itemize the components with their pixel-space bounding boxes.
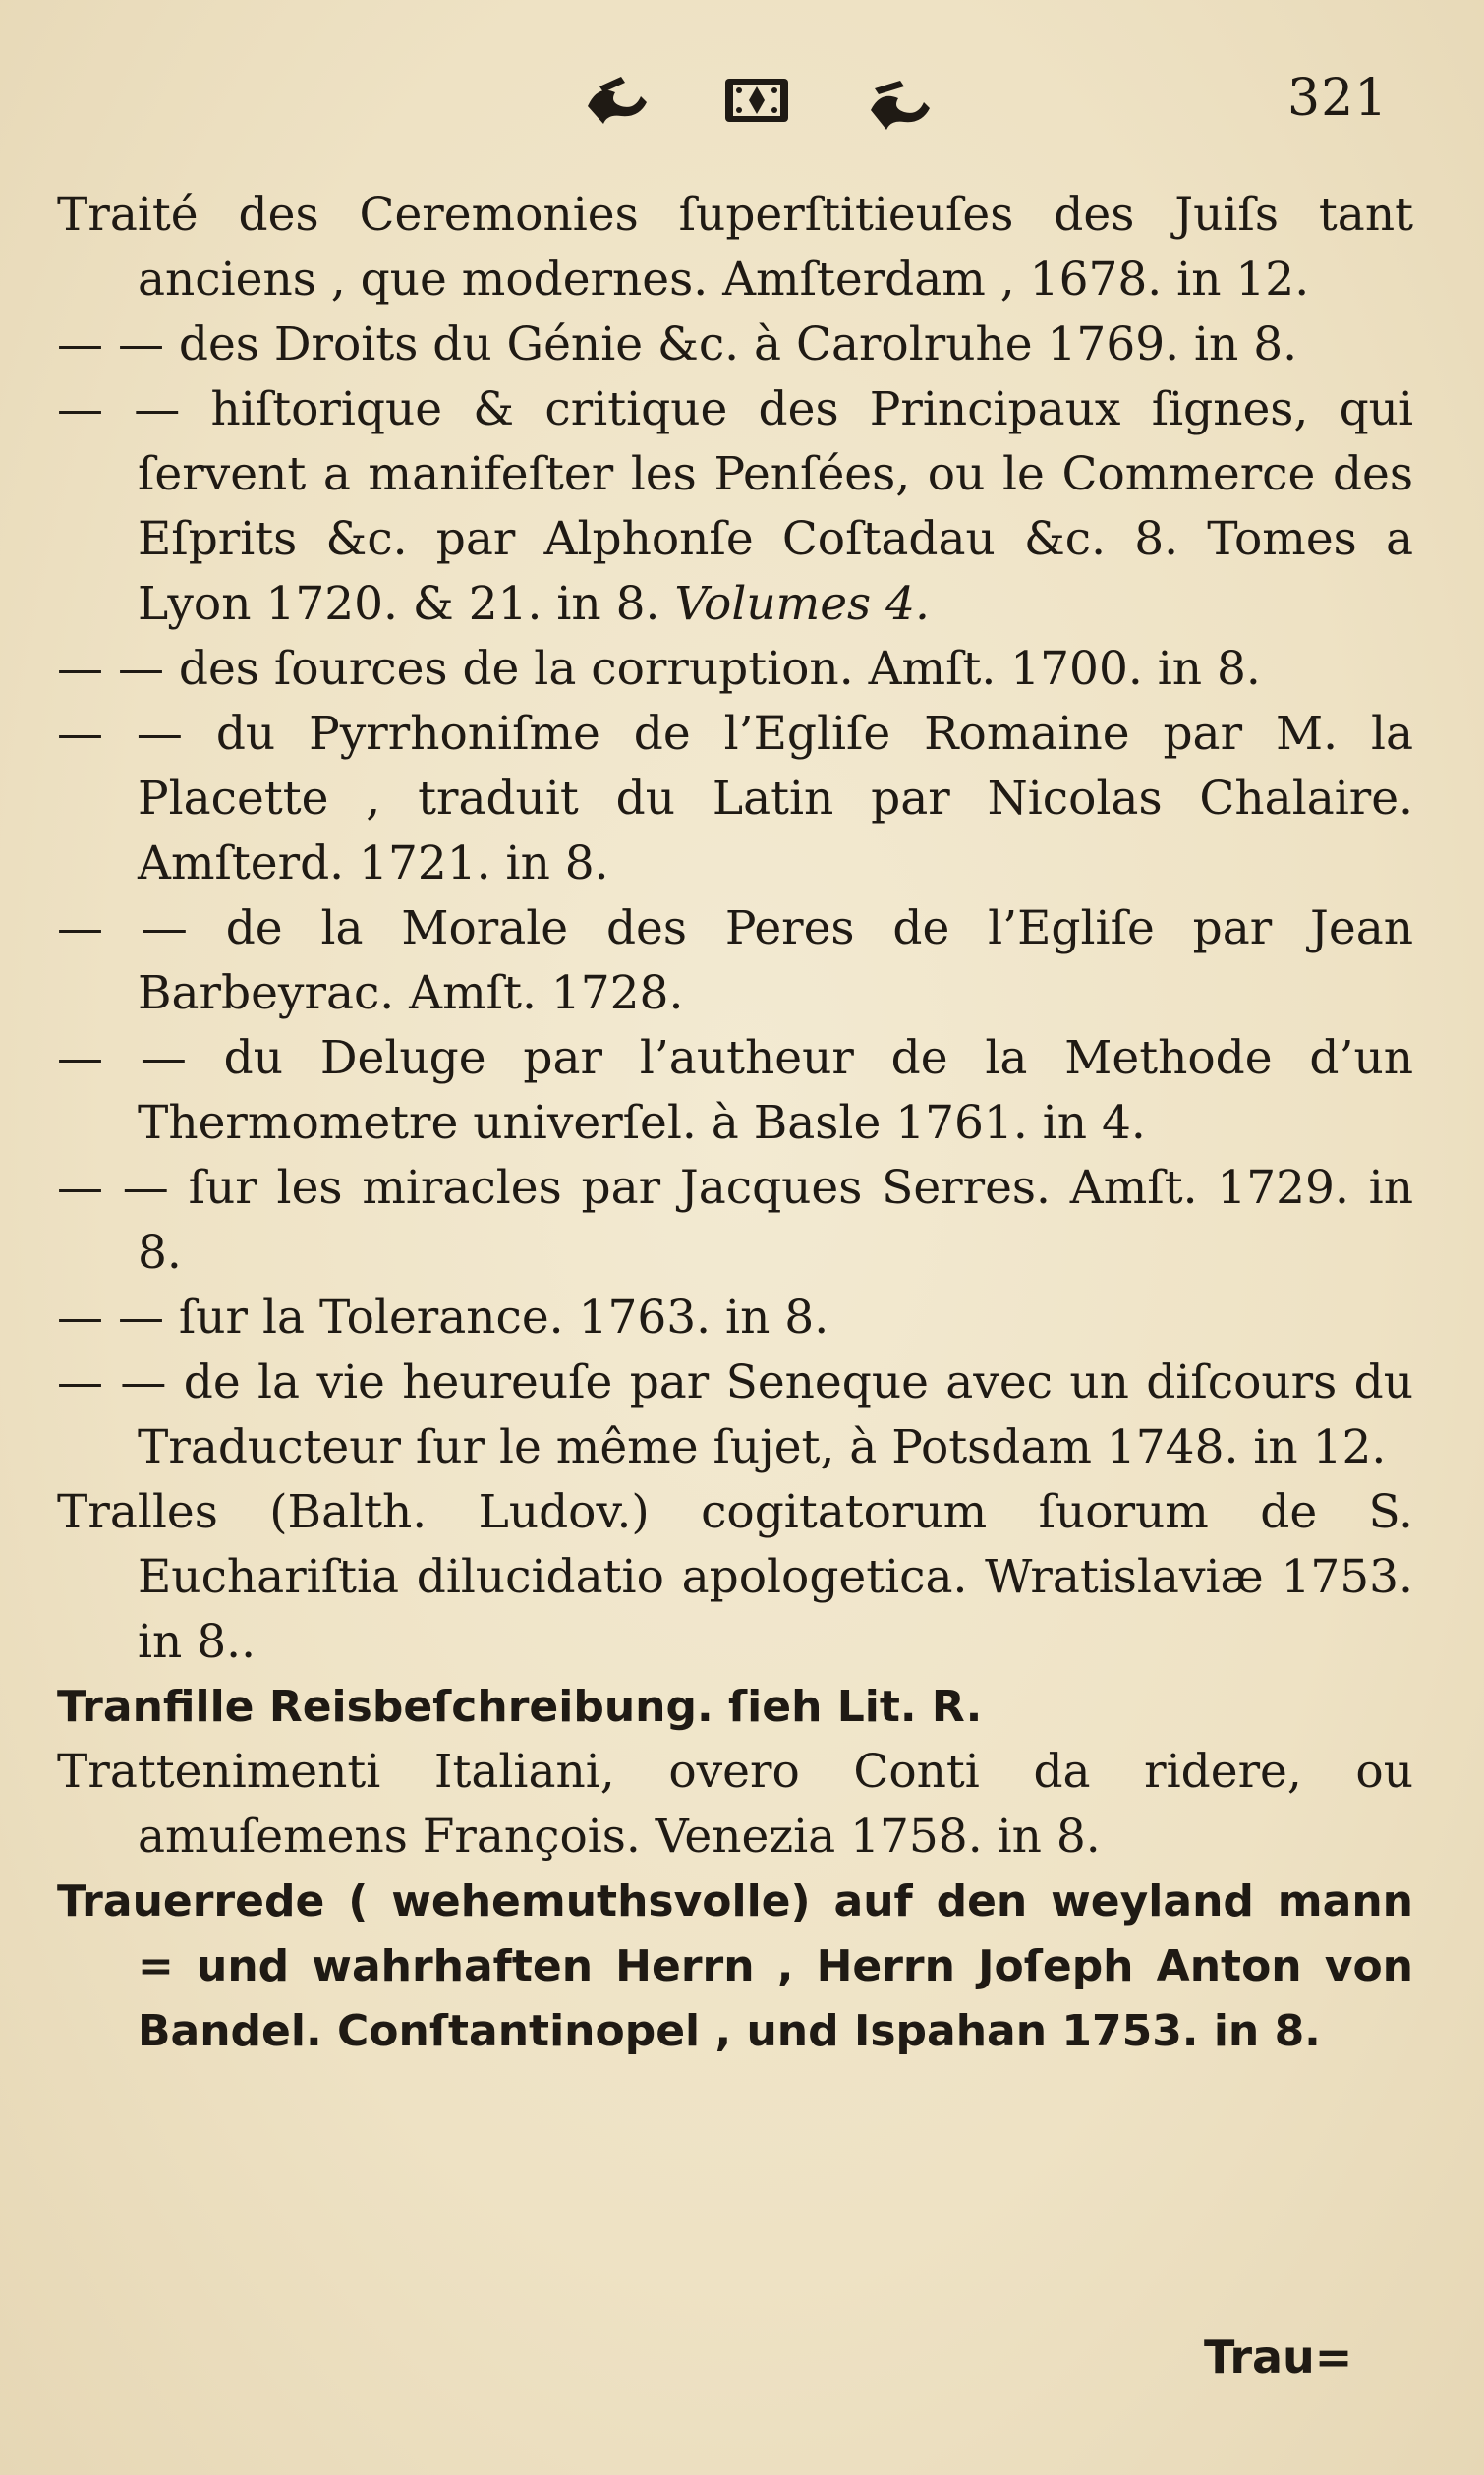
- catalog-entries: [57, 183, 1413, 2064]
- page-header: [0, 61, 1484, 140]
- entry-trattenimenti: Trattenimenti Italiani, overo Conti da ridere, ou amuſemens François. Venezia 1758. in 8.: [57, 1745, 1413, 1864]
- entry-tralles: Tralles (Balth. Ludov.) cogitatorum ſuorum de S. Euchariſtia dilucidatio apologetica. Wratislaviæ 1753. in 8..: [57, 1485, 1413, 1669]
- catchword: Trau=: [1204, 2331, 1353, 2384]
- entry-droits-du-genie: — — des Droits du Génie &c. à Carolruhe 1769. in 8.: [57, 317, 1298, 372]
- entry-morale-des-peres: — — de la Morale des Peres de l’Egliſe par Jean Barbeyrac. Amſt. 1728.: [57, 901, 1413, 1020]
- printers-ornament-icon: [580, 67, 934, 130]
- entry-deluge: — — du Deluge par l’autheur de la Methode d’un Thermometre univerſel. à Basle 1761. in 4.: [57, 1031, 1413, 1150]
- page-number: 321: [1287, 69, 1389, 128]
- entry-traite-ceremonies: Traité des Ceremonies ſuperſtitieuſes des Juiſs tant anciens , que modernes. Amſterdam , 1678. in 12.: [57, 188, 1413, 307]
- entry-trauerrede: Trauerrede ( wehemuthsvolle) auf den weyland mann = und wahrhaften Herrn , Herrn Joſeph Anton von Bandel. Conſtantinopel , und Ispahan 1753. in 8.: [57, 1876, 1413, 2056]
- entry-tranfille: Tranfille Reisbeſchreibung. ſieh Lit. R.: [57, 1682, 983, 1732]
- entry-miracles: — — ſur les miracles par Jacques Serres. Amſt. 1729. in 8.: [57, 1161, 1413, 1280]
- entry-signes-commerce-esprits: — — hiſtorique & critique des Principaux ſignes, qui ſervent a manifeſter les Penſées, ou le Commerce des Eſprits &c. par Alphonſe Coſtadau &c. 8. Tomes a Lyon 1720. & 21. in 8. Volumes 4.: [57, 382, 1413, 631]
- entry-vie-heureuse: — — de la vie heureuſe par Seneque avec un diſcours du Traducteur ſur le même ſujet, à Potsdam 1748. in 12.: [57, 1355, 1413, 1474]
- entry-tolerance: — — ſur la Tolerance. 1763. in 8.: [57, 1291, 829, 1345]
- entry-pyrrhonisme: — — du Pyrrhoniſme de l’Egliſe Romaine par M. la Placette , traduit du Latin par Nicolas Chalaire. Amſterd. 1721. in 8.: [57, 707, 1413, 891]
- volumes-italic: Volumes 4.: [674, 577, 930, 631]
- entry-sources-corruption: — — des ſources de la corruption. Amſt. 1700. in 8.: [57, 642, 1261, 696]
